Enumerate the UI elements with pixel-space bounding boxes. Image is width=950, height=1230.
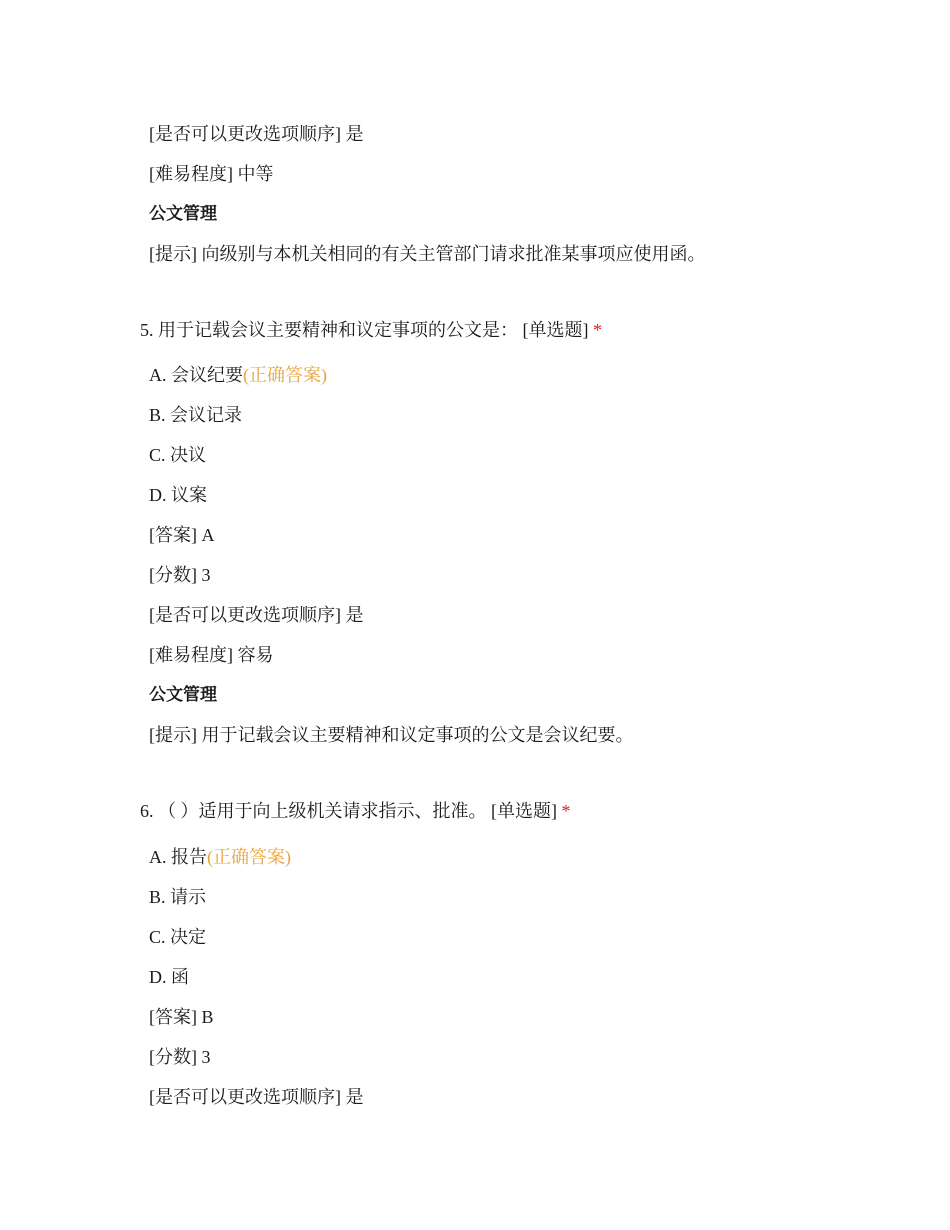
q5-reorder: [是否可以更改选项顺序] 是	[149, 605, 364, 625]
q5-option-c: C. 决议	[149, 445, 207, 465]
q5-answer: [答案] A	[149, 525, 215, 545]
prev-category: 公文管理	[149, 204, 217, 224]
q5-difficulty: [难易程度] 容易	[149, 645, 274, 665]
q5-option-d: D. 议案	[149, 485, 207, 505]
correct-answer-tag: (正确答案)	[243, 365, 327, 385]
q5-category: 公文管理	[149, 685, 217, 705]
required-mark: *	[561, 801, 571, 821]
q5-hint: [提示] 用于记载会议主要精神和议定事项的公文是会议纪要。	[149, 725, 634, 745]
option-text: A. 会议纪要	[149, 365, 243, 385]
question-5-text: 5. 用于记载会议主要精神和议定事项的公文是： [单选题]	[140, 320, 589, 340]
q5-option-b: B. 会议记录	[149, 405, 243, 425]
q5-option-a	[149, 363, 327, 387]
question-6-title	[140, 799, 571, 823]
q6-option-c: C. 决定	[149, 927, 207, 947]
option-text: A. 报告	[149, 847, 207, 867]
question-5-title	[140, 318, 602, 342]
q6-option-a	[149, 845, 291, 869]
q6-answer: [答案] B	[149, 1007, 214, 1027]
required-mark: *	[593, 320, 602, 340]
prev-reorder: [是否可以更改选项顺序] 是	[149, 124, 364, 144]
q6-score: [分数] 3	[149, 1047, 211, 1067]
q6-reorder: [是否可以更改选项顺序] 是	[149, 1087, 364, 1107]
q5-score: [分数] 3	[149, 565, 211, 585]
q6-option-d: D. 函	[149, 967, 189, 987]
prev-hint: [提示] 向级别与本机关相同的有关主管部门请求批准某事项应使用函。	[149, 244, 706, 264]
prev-difficulty: [难易程度] 中等	[149, 164, 274, 184]
question-6-text: 6. （ ）适用于向上级机关请求指示、批准。 [单选题]	[140, 801, 557, 821]
q6-option-b: B. 请示	[149, 887, 207, 907]
correct-answer-tag: (正确答案)	[207, 847, 291, 867]
